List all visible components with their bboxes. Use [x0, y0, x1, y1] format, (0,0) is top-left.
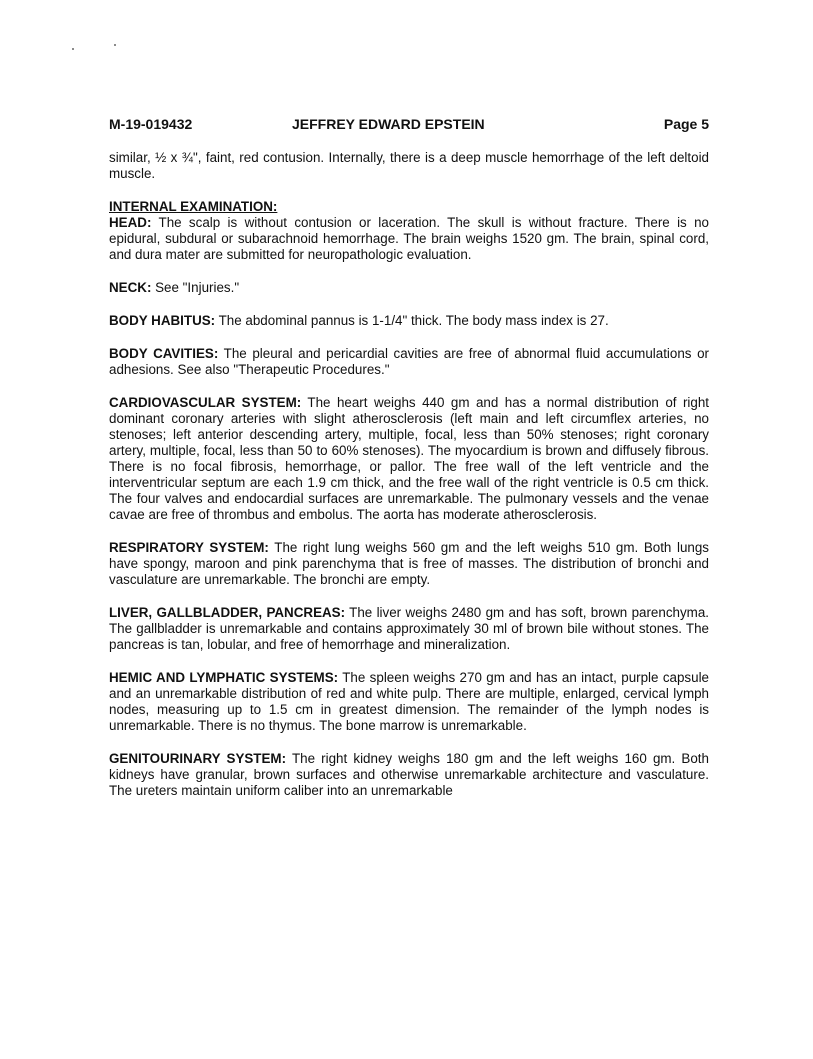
genitourinary-paragraph — [109, 751, 709, 799]
body-habitus-text: The abdominal pannus is 1-1/4" thick. The body mass index is 27. — [215, 313, 609, 328]
respiratory-label: RESPIRATORY SYSTEM: — [109, 540, 269, 555]
respiratory-text: The right lung weighs 560 gm and the left weighs 510 gm. Both lungs have spongy, maroon and pink parenchyma that is free of masses. The distribution of bronchi and vasculature are unremarkable. The bronchi are empty. — [109, 540, 709, 587]
liver-paragraph — [109, 605, 709, 653]
scan-speck — [72, 48, 74, 50]
respiratory-paragraph — [109, 540, 709, 588]
body-habitus-paragraph — [109, 313, 709, 329]
liver-text: The liver weighs 2480 gm and has soft, brown parenchyma. The gallbladder is unremarkable and contains approximately 30 ml of brown bile without stones. The pancreas is tan, lobular, and free of hemorrhage and mineralization. — [109, 605, 709, 652]
cardiovascular-label: CARDIOVASCULAR SYSTEM: — [109, 395, 302, 410]
hemic-paragraph — [109, 670, 709, 734]
genitourinary-text: The right kidney weighs 180 gm and the left weighs 160 gm. Both kidneys have granular, brown surfaces and otherwise unremarkable architecture and vasculature. The ureters maintain uniform caliber into an unremarkable — [109, 751, 709, 798]
neck-paragraph — [109, 280, 709, 296]
section-heading-internal-examination: INTERNAL EXAMINATION: — [109, 199, 278, 214]
report-body — [109, 150, 709, 816]
body-cavities-paragraph — [109, 346, 709, 378]
genitourinary-label: GENITOURINARY SYSTEM: — [109, 751, 287, 766]
head-label: HEAD: — [109, 215, 152, 230]
neck-text: See "Injuries." — [151, 280, 240, 295]
hemic-label: HEMIC AND LYMPHATIC SYSTEMS: — [109, 670, 339, 685]
cardiovascular-text: The heart weighs 440 gm and has a normal distribution of right dominant coronary arteries with slight atherosclerosis (left main and left circumflex arteries, no stenoses; left anterior descending artery, multiple, focal, less than 50% stenoses; right coronary artery, multiple, focal, less than 50 to 60% stenoses). The myocardium is brown and diffusely fibrous. There is no focal fibrosis, hemorrhage, or pallor. The free wall of the left ventricle and the interventricular septum are each 1.9 cm thick, and the free wall of the right ventricle is 0.5 cm thick. The four valves and endocardial surfaces are unremarkable. The pulmonary vessels and the venae cavae are free of thrombus and embolus. The aorta has moderate atherosclerosis. — [109, 395, 709, 522]
body-cavities-text: The pleural and pericardial cavities are free of abnormal fluid accumulations or adhesions. See also "Therapeutic Procedures." — [109, 346, 709, 377]
head-paragraph — [109, 199, 709, 263]
scan-speck — [114, 44, 116, 46]
cardiovascular-paragraph — [109, 395, 709, 523]
intro-paragraph: similar, ½ x ¾", faint, red contusion. Internally, there is a deep muscle hemorrhage of the left deltoid muscle. — [109, 150, 709, 181]
body-cavities-label: BODY CAVITIES: — [109, 346, 219, 361]
body-habitus-label: BODY HABITUS: — [109, 313, 216, 328]
neck-label: NECK: — [109, 280, 152, 295]
hemic-text: The spleen weighs 270 gm and has an intact, purple capsule and an unremarkable distribution of red and white pulp. There are multiple, enlarged, cervical lymph nodes, measuring up to 1.5 cm in greatest dimension. The remainder of the lymph nodes is unremarkable. There is no thymus. The bone marrow is unremarkable. — [109, 670, 710, 733]
case-number: M-19-019432 — [109, 116, 193, 132]
page-header — [109, 116, 709, 136]
head-text: The scalp is without contusion or laceration. The skull is without fracture. There is no epidural, subdural or subarachnoid hemorrhage. The brain weighs 1520 gm. The brain, spinal cord, and dura mater are submitted for neuropathologic evaluation. — [109, 215, 709, 262]
page-number: Page 5 — [663, 116, 709, 132]
decedent-name: JEFFREY EDWARD EPSTEIN — [292, 116, 485, 132]
liver-label: LIVER, GALLBLADDER, PANCREAS: — [109, 605, 346, 620]
